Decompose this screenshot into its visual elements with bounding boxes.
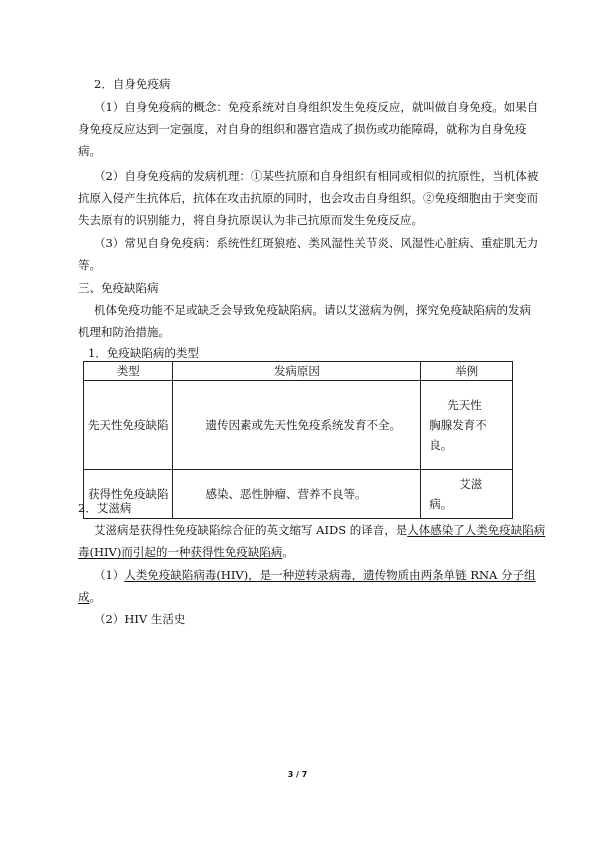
paragraph-line: 失去原有的识别能力，将自身抗原误认为非己抗原而发生免疫反应。 xyxy=(78,213,423,227)
paragraph-line: 抗原入侵产生抗体后，抗体在攻击抗原的同时，也会攻击自身组织。②免疫细胞由于突变而 xyxy=(78,191,538,205)
immunodeficiency-types-table xyxy=(83,361,513,519)
paragraph-line: 机理和防治措施。 xyxy=(78,325,170,339)
table-header-row xyxy=(84,362,513,381)
paragraph-line: （3）常见自身免疫病：系统性红斑狼疮、类风湿性关节炎、风湿性心脏病、重症肌无力 xyxy=(94,236,539,250)
paragraph-line: 身免疫反应达到一定强度，对自身的组织和器官造成了损伤或功能障碍，就称为自身免疫 xyxy=(78,122,527,136)
section-heading-aids: 2．艾滋病 xyxy=(78,501,132,515)
table-row xyxy=(84,470,513,519)
table-cell-type: 获得性免疫缺陷 xyxy=(84,470,173,519)
table-title: 1．免疫缺陷病的类型 xyxy=(88,346,199,360)
paragraph-line: 病。 xyxy=(78,144,101,158)
table-header-type: 类型 xyxy=(84,362,173,381)
section-heading-autoimmune: 2．自身免疫病 xyxy=(94,77,171,91)
paragraph-line: 等。 xyxy=(78,258,101,272)
paragraph-line: 毒(HIV)而引起的一种获得性免疫缺陷病。 xyxy=(78,545,294,559)
paragraph-line: 成。 xyxy=(78,590,101,604)
paragraph-line: （2）HIV 生活史 xyxy=(94,612,186,626)
table-cell-cause: 感染、恶性肿瘤、营养不良等。 xyxy=(173,470,421,519)
paragraph-line: 艾滋病是获得性免疫缺陷综合征的英文缩写 AIDS 的译音，是人体感染了人类免疫缺陷病 xyxy=(94,523,546,537)
table-header-example: 举例 xyxy=(421,362,513,381)
table-cell-cause: 遗传因素或先天性免疫系统发育不全。 xyxy=(173,381,421,470)
table-cell-example: 艾滋 病。 xyxy=(421,470,513,519)
section-heading-immunodeficiency: 三、免疫缺陷病 xyxy=(78,281,159,295)
paragraph-line: 机体免疫功能不足或缺乏会导致免疫缺陷病。请以艾滋病为例，探究免疫缺陷病的发病 xyxy=(94,303,531,317)
table-header-cause: 发病原因 xyxy=(173,362,421,381)
table-cell-example: 先天性 胸腺发育不 良。 xyxy=(421,381,513,470)
table-row xyxy=(84,381,513,470)
page-number: 3 / 7 xyxy=(287,770,308,779)
table-cell-type: 先天性免疫缺陷 xyxy=(84,381,173,470)
paragraph-line: （1）人类免疫缺陷病毒(HIV)，是一种逆转录病毒，遗传物质由两条单链 RNA 分子组 xyxy=(94,568,536,582)
paragraph-line: （1）自身免疫病的概念：免疫系统对自身组织发生免疫反应，就叫做自身免疫。如果自 xyxy=(94,100,539,114)
paragraph-line: （2）自身免疫病的发病机理：①某些抗原和自身组织有相同或相似的抗原性，当机体被 xyxy=(94,169,539,183)
